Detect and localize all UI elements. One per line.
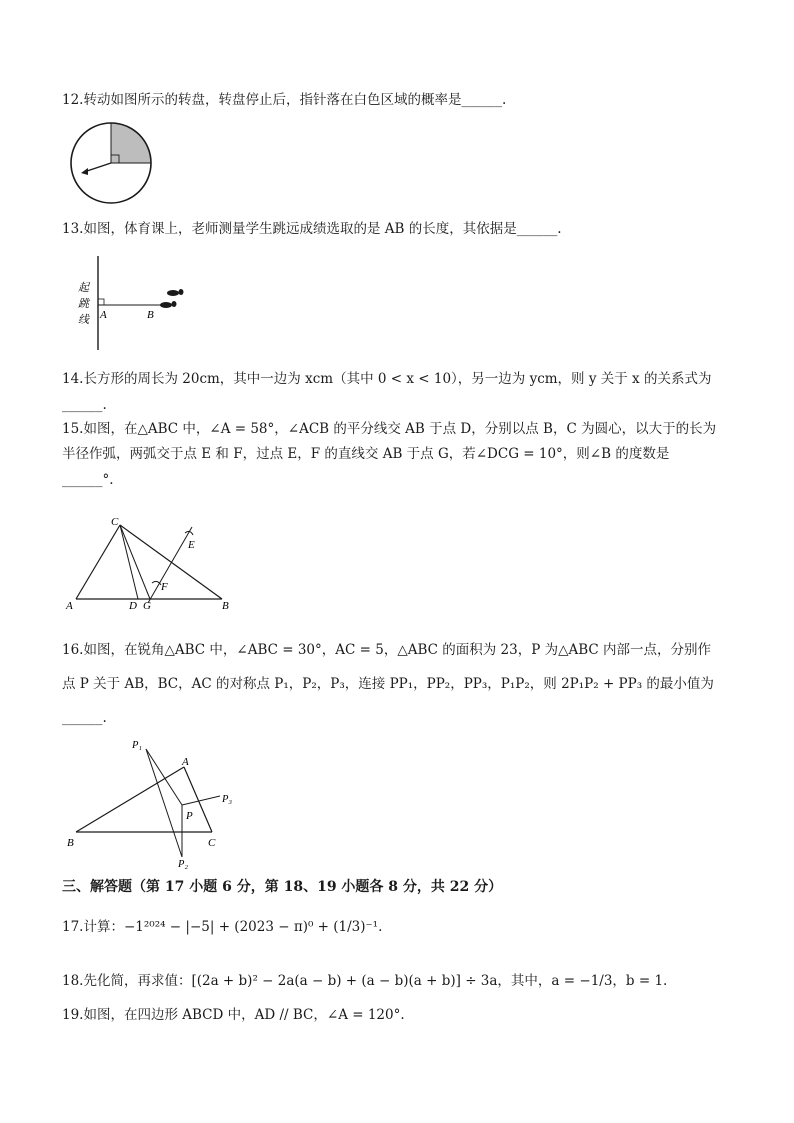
footprint-icon [160,289,184,308]
q16-line1: 16.如图，在锐角△ABC 中，∠ABC = 30°，AC = 5，△ABC 的面积为 23，P 为△ABC 内部一点，分别作 [62,642,712,658]
point-c-label: C [208,837,216,849]
point-b-label: B [222,600,229,612]
triangle-bisector-figure [62,513,242,615]
point-b-label: B [67,837,74,849]
perpendicular-bisector [148,527,192,603]
point-b-label: B [147,309,154,321]
q13-text: 13.如图，体育课上，老师测量学生跳远成绩选取的是 AB 的长度，其依据是______. [62,221,562,237]
q15-line2: 半径作弧，两弧交于点 E 和 F，过点 E，F 的直线交 AB 于点 G，若∠DCG = 10°，则∠B 的度数是 [62,446,670,462]
q18-text: 18.先化简，再求值：[(2a + b)² − 2a(a − b) + (a − b)(a + b)] ÷ 3a，其中，a = −1/3，b = 1. [62,973,668,989]
reflection-figure [62,735,252,870]
point-d-label: D [129,600,137,612]
point-p2-label: P₂ [178,859,189,870]
segment-pp3 [182,796,220,805]
point-a-label: A [182,756,189,768]
point-a-label: A [100,309,107,321]
q14-line1: 14.长方形的周长为 20cm，其中一边为 xcm（其中 0 < x < 10），另一边为 ycm，则 y 关于 x 的关系式为 [62,371,712,387]
point-a-label: A [66,600,73,612]
point-e-label: E [188,539,195,551]
spinner-figure [64,120,158,206]
point-f-label: F [161,581,168,593]
takeoff-line-label-3: 线 [78,314,89,326]
q12-text: 12.转动如图所示的转盘，转盘停止后，指针落在白色区域的概率是______. [62,92,507,108]
section-3-heading: 三、解答题（第 17 小题 6 分，第 18、19 小题各 8 分，共 22 分） [62,879,503,895]
point-c-label: C [111,516,119,528]
q15-line3: ______°. [62,472,114,488]
segment-pp1 [146,749,182,805]
right-angle-mark [98,299,104,305]
segment-p1p2 [146,749,182,857]
q16-line2: 点 P 关于 AB，BC，AC 的对称点 P₁，P₂，P₃，连接 PP₁，PP₂，PP₃，P₁P₂，则 2P₁P₂ + PP₃ 的最小值为 [62,676,714,692]
point-p1-label: P₁ [132,740,143,751]
takeoff-line-label-2: 跳 [78,298,89,310]
q19-text: 19.如图，在四边形 ABCD 中，AD // BC，∠A = 120°. [62,1007,405,1023]
spinner-pointer [84,163,111,172]
q14-line2: ______. [62,397,107,413]
takeoff-line-label-1: 起 [78,282,89,294]
q16-line3: ______. [62,710,107,726]
pointer-arrowhead [81,168,88,175]
point-g-label: G [143,600,151,612]
q17-text: 17.计算：−1²⁰²⁴ − |−5| + (2023 − π)⁰ + (1/3)⁻¹. [62,919,383,935]
q15-line1: 15.如图，在△ABC 中，∠A = 58°，∠ACB 的平分线交 AB 于点 D，分别以点 B，C 为圆心，以大于的长为 [62,421,717,437]
point-p-label: P [186,810,193,822]
long-jump-figure [70,254,200,354]
point-p3-label: P₃ [222,794,233,805]
